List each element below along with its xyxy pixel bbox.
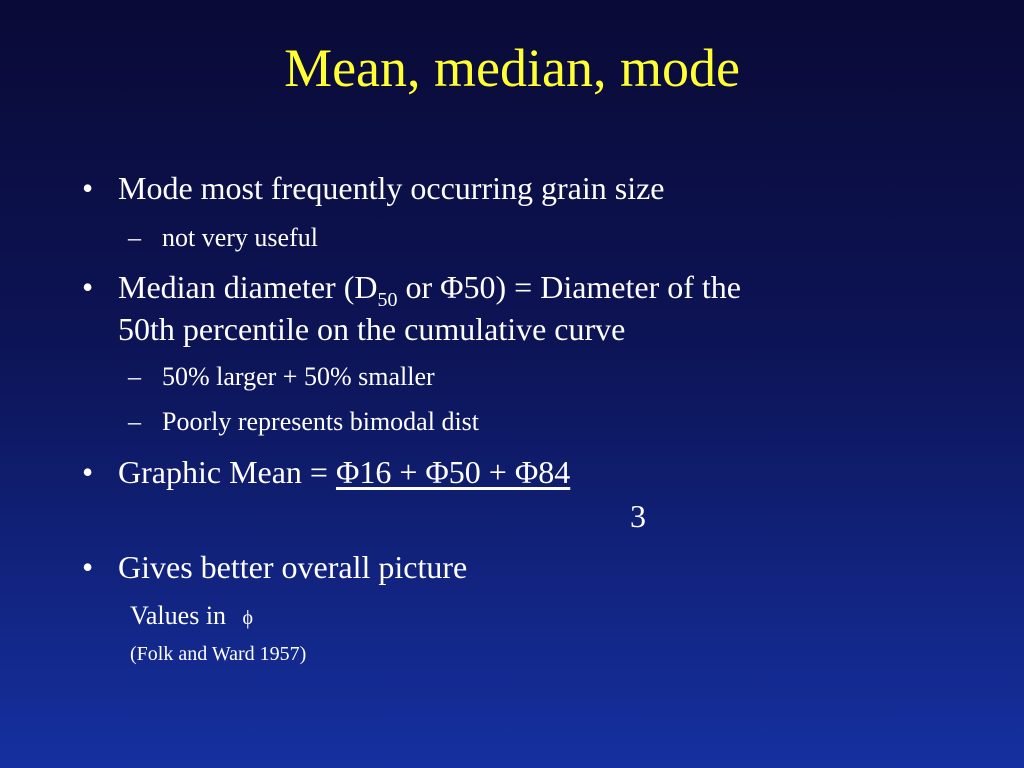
values-in-label: Values in bbox=[130, 601, 227, 630]
bullet-marker: • bbox=[82, 454, 94, 490]
graphic-mean-denominator: 3 bbox=[630, 498, 646, 534]
graphic-mean-numerator: Φ16 + Φ50 + Φ84 bbox=[335, 454, 571, 490]
sub-bullet-text: not very useful bbox=[162, 223, 318, 252]
median-text-start: Median diameter (D bbox=[118, 269, 378, 305]
bullet-graphic-mean-text bbox=[118, 452, 570, 492]
sub-bullet-dash: – bbox=[128, 407, 141, 436]
sub-bullet-text: Poorly represents bimodal dist bbox=[162, 407, 480, 436]
sub-bullet-dash: – bbox=[128, 223, 141, 252]
bullet-marker: • bbox=[82, 549, 94, 585]
sub-bullet-text: 50% larger + 50% smaller bbox=[162, 362, 435, 391]
graphic-mean-label: Graphic Mean = bbox=[118, 454, 336, 490]
phi-symbol: ϕ bbox=[242, 607, 254, 629]
median-subscript: 50 bbox=[377, 289, 398, 311]
bullet-marker: • bbox=[82, 269, 94, 305]
values-in-note bbox=[130, 600, 253, 634]
median-text-end: or Φ50) = Diameter of the bbox=[397, 269, 741, 305]
bullet-gives-text: Gives better overall picture bbox=[118, 549, 468, 585]
citation: (Folk and Ward 1957) bbox=[130, 643, 307, 665]
sub-bullet-dash: – bbox=[128, 362, 141, 391]
slide-title: Mean, median, mode bbox=[284, 38, 740, 98]
bullet-mode-text: Mode most frequently occurring grain size bbox=[118, 170, 665, 206]
bullet-marker: • bbox=[82, 170, 94, 206]
bullet-median-text bbox=[118, 267, 741, 312]
bullet-median-text-line2: 50th percentile on the cumulative curve bbox=[118, 311, 626, 347]
